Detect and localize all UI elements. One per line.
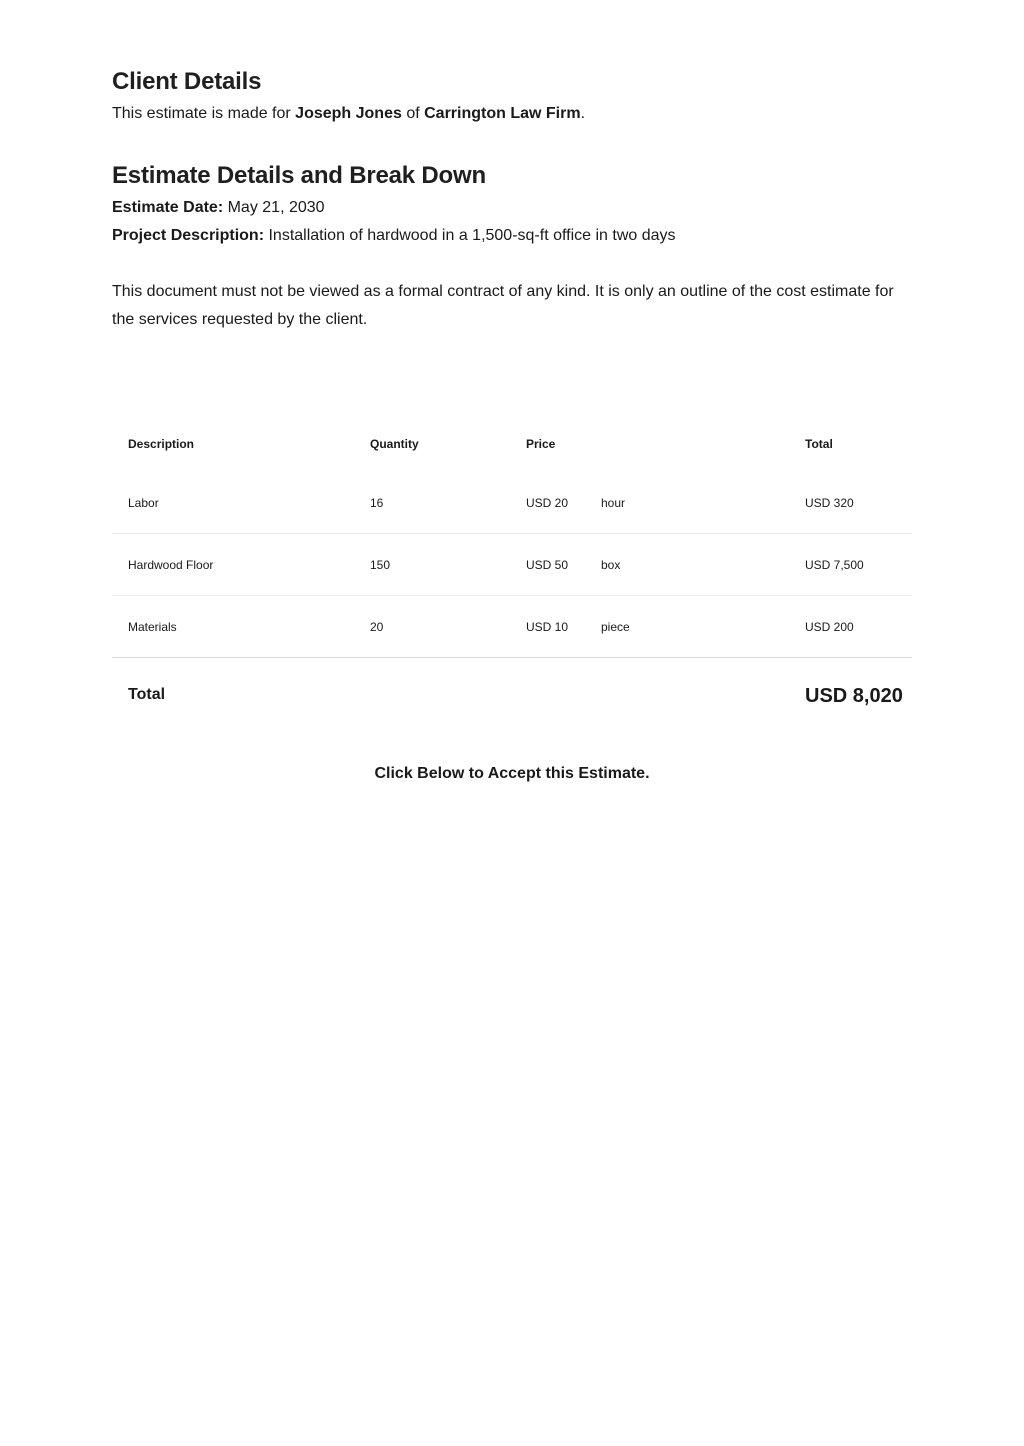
grand-total-row [112,658,912,738]
row-description: Hardwood Floor [112,534,354,596]
document-content [112,64,912,788]
row-price: USD 10 [510,596,585,658]
row-unit: box [585,534,789,596]
grand-total-label: Total [128,686,166,703]
client-details-heading: Client Details [112,68,262,95]
row-description: Labor [112,472,354,534]
row-total: USD 320 [789,472,912,534]
disclaimer-text: This document must not be viewed as a formal contract of any kind. It is only an outline of the cost estimate for the services requested by the client. [112,283,894,328]
estimate-date-label: Estimate Date: [112,199,224,216]
client-company: Carrington Law Firm [424,105,581,122]
row-description: Materials [112,596,354,658]
client-name: Joseph Jones [295,105,402,122]
row-total: USD 7,500 [789,534,912,596]
row-price: USD 50 [510,534,585,596]
row-unit: piece [585,596,789,658]
row-quantity: 16 [354,472,510,534]
estimate-details-heading: Estimate Details and Break Down [112,162,486,189]
row-unit: hour [585,472,789,534]
header-description: Description [128,437,195,451]
grand-total-value: USD 8,020 [805,685,903,707]
intro-suffix: . [580,105,586,122]
header-total: Total [805,437,833,451]
table-row [112,596,912,658]
header-price: Price [526,437,556,451]
row-price: USD 20 [510,472,585,534]
project-description-line [112,222,912,250]
intro-mid: of [401,105,425,122]
intro-prefix: This estimate is made for [112,105,296,122]
header-quantity: Quantity [370,437,419,451]
row-quantity: 20 [354,596,510,658]
table-header-row [112,416,912,472]
row-total: USD 200 [789,596,912,658]
project-description-label: Project Description: [112,227,265,244]
estimate-date-line [112,194,912,222]
estimate-date-value: May 21, 2030 [223,199,325,216]
project-description-value: Installation of hardwood in a 1,500-sq-ft office in two days [264,227,676,244]
table-row [112,534,912,596]
table-row [112,472,912,534]
client-intro [112,100,912,128]
header-unit [585,416,789,472]
row-quantity: 150 [354,534,510,596]
estimate-table [112,416,912,658]
accept-estimate-prompt: Click Below to Accept this Estimate. [374,765,650,782]
